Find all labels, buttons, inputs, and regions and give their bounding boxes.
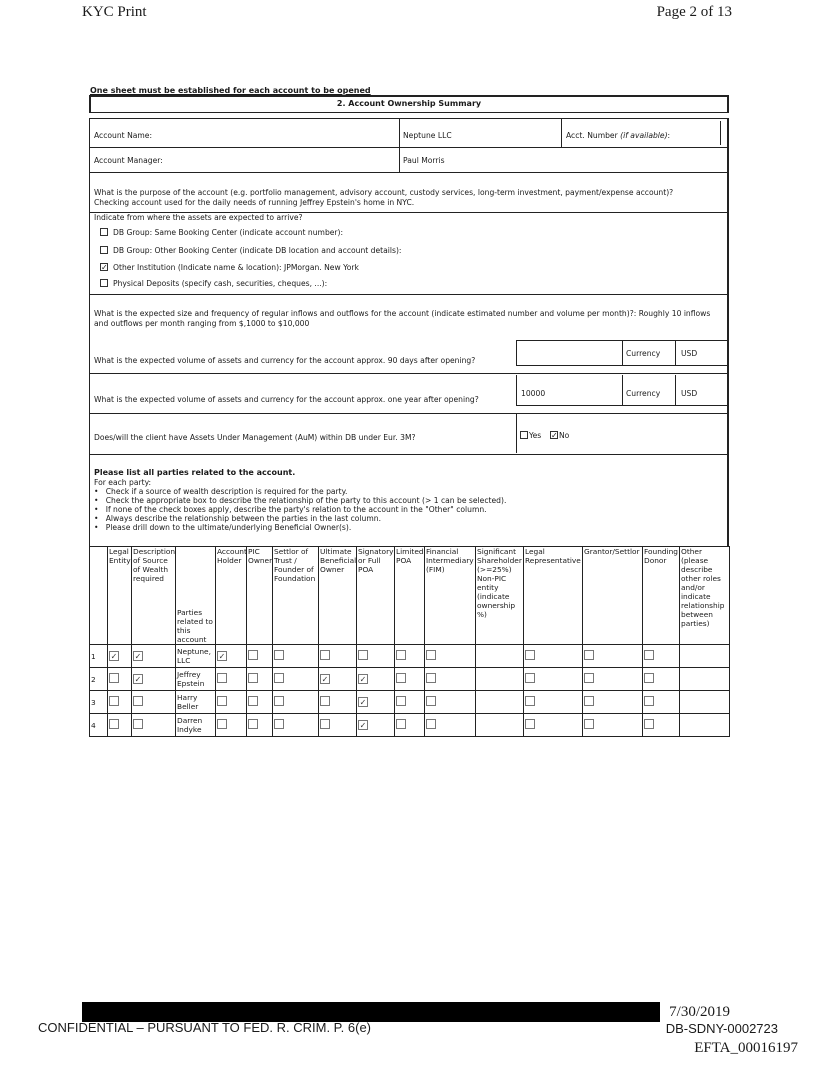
col-header-account-holder: Account Holder bbox=[216, 547, 247, 645]
party-shareholder-cell bbox=[476, 714, 524, 737]
efta-number: EFTA_00016197 bbox=[694, 1040, 798, 1056]
parties-bullet: • Please drill down to the ultimate/underlying Beneficial Owner(s). bbox=[94, 523, 352, 532]
frequency-section bbox=[89, 294, 729, 340]
party-shareholder-cell bbox=[476, 691, 524, 714]
party-grantor-cell bbox=[583, 691, 643, 714]
party-sow-cell bbox=[132, 691, 176, 714]
party-shareholder-cell bbox=[476, 668, 524, 691]
account-manager-value: Paul Morris bbox=[403, 156, 445, 165]
checkbox-icon[interactable] bbox=[525, 650, 535, 660]
parties-header-row bbox=[90, 547, 730, 645]
checkbox-icon[interactable] bbox=[396, 696, 406, 706]
checkbox-icon[interactable] bbox=[320, 719, 330, 729]
party-legal-cell bbox=[108, 645, 132, 668]
volume-year-question: What is the expected volume of assets and currency for the account approx. one year after opening? bbox=[94, 395, 479, 404]
checkbox-icon[interactable] bbox=[396, 719, 406, 729]
volume-year-amount[interactable]: 10000 bbox=[521, 389, 546, 398]
checkbox-icon[interactable] bbox=[274, 719, 284, 729]
party-donor-cell bbox=[643, 645, 680, 668]
party-pic-cell bbox=[247, 668, 273, 691]
checkbox-icon[interactable] bbox=[100, 228, 108, 236]
confidentiality-notice: CONFIDENTIAL – PURSUANT TO FED. R. CRIM. P. 6(e) bbox=[38, 1020, 372, 1035]
party-fim-cell bbox=[425, 691, 476, 714]
checkbox-icon[interactable] bbox=[396, 673, 406, 683]
checkbox-icon[interactable] bbox=[358, 650, 368, 660]
checkbox-icon[interactable] bbox=[426, 696, 436, 706]
checkbox-checked-icon[interactable]: ✓ bbox=[359, 675, 367, 684]
party-legal_rep-cell bbox=[524, 714, 583, 737]
party-grantor-cell bbox=[583, 645, 643, 668]
party-settlor-cell bbox=[273, 668, 319, 691]
parties-bullet: • Check if a source of wealth description is required for the party. bbox=[94, 487, 348, 496]
party-fim-cell bbox=[425, 714, 476, 737]
checkbox-icon[interactable] bbox=[248, 650, 258, 660]
checkbox-icon[interactable] bbox=[109, 673, 119, 683]
col-header-ubo: Ultimate Beneficial Owner bbox=[319, 547, 357, 645]
checkbox-icon[interactable] bbox=[217, 673, 227, 683]
party-legal_rep-cell bbox=[524, 645, 583, 668]
col-header-parties: Parties related to this account bbox=[176, 547, 216, 645]
party-row-number: 2 bbox=[90, 668, 108, 691]
checkbox-checked-icon[interactable]: ✓ bbox=[218, 652, 226, 661]
account-manager-row bbox=[89, 147, 729, 173]
volume-year-currency-label: Currency bbox=[626, 389, 661, 398]
col-header-legal-entity: Legal Entity bbox=[108, 547, 132, 645]
party-legal-cell bbox=[108, 691, 132, 714]
party-limited-cell bbox=[395, 714, 425, 737]
party-legal_rep-cell bbox=[524, 691, 583, 714]
checkbox-icon[interactable] bbox=[274, 696, 284, 706]
origin-option-physical-deposits[interactable]: Physical Deposits (specify cash, securities, cheques, ...): bbox=[100, 279, 327, 289]
party-shareholder-cell bbox=[476, 645, 524, 668]
checkbox-checked-icon[interactable]: ✓ bbox=[551, 431, 558, 440]
checkbox-icon[interactable] bbox=[274, 673, 284, 683]
party-signatory-cell bbox=[357, 691, 395, 714]
party-legal_rep-cell bbox=[524, 668, 583, 691]
checkbox-icon[interactable] bbox=[248, 719, 258, 729]
party-row-number: 4 bbox=[90, 714, 108, 737]
origin-option-other-center[interactable]: DB Group: Other Booking Center (indicate DB location and account details): bbox=[100, 246, 401, 256]
purpose-question: What is the purpose of the account (e.g. portfolio management, advisory account, custody services, long-term investment, payment/expense account)? Checking account used for the daily needs of running Jeffrey Epstein's home in NYC. bbox=[94, 188, 674, 207]
party-pic-cell bbox=[247, 645, 273, 668]
party-holder-cell bbox=[216, 714, 247, 737]
bates-number: DB-SDNY-0002723 bbox=[665, 1021, 778, 1036]
party-donor-cell bbox=[643, 668, 680, 691]
checkbox-checked-icon[interactable]: ✓ bbox=[359, 721, 367, 730]
volume-90-currency[interactable]: USD bbox=[681, 349, 698, 358]
party-donor-cell bbox=[643, 714, 680, 737]
document-date: 7/30/2019 bbox=[669, 1004, 730, 1020]
checkbox-icon[interactable] bbox=[109, 696, 119, 706]
checkbox-checked-icon[interactable]: ✓ bbox=[101, 263, 108, 272]
origin-option-same-center[interactable]: DB Group: Same Booking Center (indicate account number): bbox=[100, 228, 343, 238]
party-signatory-cell bbox=[357, 645, 395, 668]
party-legal-cell bbox=[108, 714, 132, 737]
col-header-settlor: Settlor of Trust / Founder of Foundation bbox=[273, 547, 319, 645]
redaction-bar bbox=[82, 1002, 660, 1022]
party-settlor-cell bbox=[273, 714, 319, 737]
col-header-source-of-wealth: Description of Source of Wealth required bbox=[132, 547, 176, 645]
aum-row bbox=[89, 413, 729, 455]
checkbox-checked-icon[interactable]: ✓ bbox=[359, 698, 367, 707]
party-other-cell bbox=[680, 714, 730, 737]
checkbox-icon[interactable] bbox=[248, 696, 258, 706]
party-name: Darren Indyke bbox=[176, 714, 216, 737]
party-limited-cell bbox=[395, 645, 425, 668]
checkbox-icon[interactable] bbox=[133, 696, 143, 706]
checkbox-checked-icon[interactable]: ✓ bbox=[110, 652, 118, 661]
checkbox-icon[interactable] bbox=[426, 673, 436, 683]
checkbox-icon[interactable] bbox=[396, 650, 406, 660]
checkbox-icon[interactable] bbox=[644, 696, 654, 706]
party-grantor-cell bbox=[583, 668, 643, 691]
party-legal-cell bbox=[108, 668, 132, 691]
parties-heading: Please list all parties related to the account. bbox=[94, 468, 296, 477]
parties-bullet: • Check the appropriate box to describe the relationship of the party to this account (> 1 can be selected). bbox=[94, 496, 507, 505]
section-title: 2. Account Ownership Summary bbox=[89, 95, 729, 113]
purpose-section bbox=[89, 172, 729, 295]
party-fim-cell bbox=[425, 668, 476, 691]
parties-bullet: • If none of the check boxes apply, describe the party's relation to the account in the "Other" column. bbox=[94, 505, 487, 514]
col-header-other: Other (please describe other roles and/or indicate relationship between parties) bbox=[680, 547, 730, 645]
account-name-value: Neptune LLC bbox=[403, 131, 452, 140]
checkbox-icon[interactable] bbox=[426, 719, 436, 729]
party-pic-cell bbox=[247, 714, 273, 737]
checkbox-icon[interactable] bbox=[274, 650, 284, 660]
aum-question: Does/will the client have Assets Under Management (AuM) within DB under Eur. 3M? bbox=[94, 433, 416, 442]
col-header-grantor: Grantor/Settlor bbox=[583, 547, 643, 645]
col-header-number bbox=[90, 547, 108, 645]
party-ubo-cell bbox=[319, 645, 357, 668]
party-signatory-cell bbox=[357, 714, 395, 737]
checkbox-icon[interactable] bbox=[426, 650, 436, 660]
checkbox-icon[interactable] bbox=[320, 696, 330, 706]
party-name: Harry Beller bbox=[176, 691, 216, 714]
checkbox-icon[interactable] bbox=[133, 719, 143, 729]
account-name-label: Account Name: bbox=[94, 131, 153, 140]
col-header-legal-rep: Legal Representative bbox=[524, 547, 583, 645]
party-row-number: 1 bbox=[90, 645, 108, 668]
checkbox-checked-icon[interactable]: ✓ bbox=[321, 675, 329, 684]
frequency-question: What is the expected size and frequency of regular inflows and outflows for the account (indicate estimated number and volume per month)?: Roughly 10 inflows and outflows per month ranging from $,1000 to $10,000 bbox=[94, 309, 711, 328]
parties-bullet: • Always describe the relationship between the parties in the last column. bbox=[94, 514, 381, 523]
party-limited-cell bbox=[395, 691, 425, 714]
checkbox-icon[interactable] bbox=[584, 719, 594, 729]
checkbox-icon[interactable] bbox=[644, 719, 654, 729]
party-sow-cell bbox=[132, 714, 176, 737]
party-row bbox=[90, 645, 730, 668]
checkbox-icon[interactable] bbox=[584, 673, 594, 683]
checkbox-icon[interactable] bbox=[320, 650, 330, 660]
col-header-signatory: Signatory or Full POA bbox=[357, 547, 395, 645]
party-pic-cell bbox=[247, 691, 273, 714]
volume-90-currency-label: Currency bbox=[626, 349, 661, 358]
parties-intro: For each party: bbox=[94, 478, 152, 487]
page-number: Page 2 of 13 bbox=[656, 4, 732, 20]
party-holder-cell bbox=[216, 645, 247, 668]
volume-year-currency[interactable]: USD bbox=[681, 389, 698, 398]
party-fim-cell bbox=[425, 645, 476, 668]
col-header-limited-poa: Limited POA bbox=[395, 547, 425, 645]
party-settlor-cell bbox=[273, 691, 319, 714]
col-header-shareholder: Significant Shareholder (>=25%) Non-PIC entity (indicate ownership %) bbox=[476, 547, 524, 645]
checkbox-checked-icon[interactable]: ✓ bbox=[134, 675, 142, 684]
party-other-cell bbox=[680, 668, 730, 691]
party-signatory-cell bbox=[357, 668, 395, 691]
checkbox-icon[interactable] bbox=[584, 696, 594, 706]
checkbox-icon[interactable] bbox=[644, 673, 654, 683]
party-settlor-cell bbox=[273, 645, 319, 668]
checkbox-icon[interactable] bbox=[525, 696, 535, 706]
checkbox-icon[interactable] bbox=[525, 719, 535, 729]
checkbox-icon[interactable] bbox=[109, 719, 119, 729]
account-number-label: Acct. Number (if available): bbox=[566, 131, 671, 140]
party-row-number: 3 bbox=[90, 691, 108, 714]
account-name-row bbox=[89, 118, 729, 148]
party-row bbox=[90, 668, 730, 691]
party-grantor-cell bbox=[583, 714, 643, 737]
party-holder-cell bbox=[216, 668, 247, 691]
party-other-cell bbox=[680, 645, 730, 668]
party-ubo-cell bbox=[319, 714, 357, 737]
party-sow-cell bbox=[132, 645, 176, 668]
party-ubo-cell bbox=[319, 668, 357, 691]
checkbox-icon[interactable] bbox=[644, 650, 654, 660]
checkbox-icon[interactable] bbox=[217, 696, 227, 706]
party-row bbox=[90, 714, 730, 737]
party-name: Neptune, LLC bbox=[176, 645, 216, 668]
col-header-fim: Financial Intermediary (FIM) bbox=[425, 547, 476, 645]
aum-yes-option[interactable]: Yes bbox=[520, 431, 541, 441]
col-header-founding-donor: Founding Donor bbox=[643, 547, 680, 645]
volume-90-question: What is the expected volume of assets and currency for the account approx. 90 days after opening? bbox=[94, 356, 476, 365]
checkbox-icon[interactable] bbox=[217, 719, 227, 729]
origin-option-other-institution[interactable]: ✓ Other Institution (Indicate name & location): JPMorgan. New York bbox=[101, 263, 359, 272]
print-header-title: KYC Print bbox=[82, 4, 147, 20]
party-other-cell bbox=[680, 691, 730, 714]
volume-90-days-row bbox=[89, 339, 729, 374]
col-header-pic-owner: PIC Owner bbox=[247, 547, 273, 645]
parties-table bbox=[89, 546, 730, 737]
party-limited-cell bbox=[395, 668, 425, 691]
checkbox-icon[interactable] bbox=[100, 246, 108, 254]
party-donor-cell bbox=[643, 691, 680, 714]
volume-one-year-row bbox=[89, 373, 729, 414]
account-manager-label: Account Manager: bbox=[94, 156, 163, 165]
checkbox-icon[interactable] bbox=[248, 673, 258, 683]
checkbox-icon[interactable] bbox=[584, 650, 594, 660]
checkbox-icon[interactable] bbox=[100, 279, 108, 287]
party-row bbox=[90, 691, 730, 714]
parties-instructions bbox=[89, 454, 729, 547]
asset-origin-label: Indicate from where the assets are expected to arrive? bbox=[94, 213, 303, 222]
party-ubo-cell bbox=[319, 691, 357, 714]
party-holder-cell bbox=[216, 691, 247, 714]
party-sow-cell bbox=[132, 668, 176, 691]
instruction-note: One sheet must be established for each account to be opened bbox=[90, 86, 371, 95]
checkbox-checked-icon[interactable]: ✓ bbox=[134, 652, 142, 661]
aum-no-option[interactable]: ✓No bbox=[551, 431, 570, 440]
party-name: Jeffrey Epstein bbox=[176, 668, 216, 691]
checkbox-icon[interactable] bbox=[520, 431, 528, 439]
checkbox-icon[interactable] bbox=[525, 673, 535, 683]
